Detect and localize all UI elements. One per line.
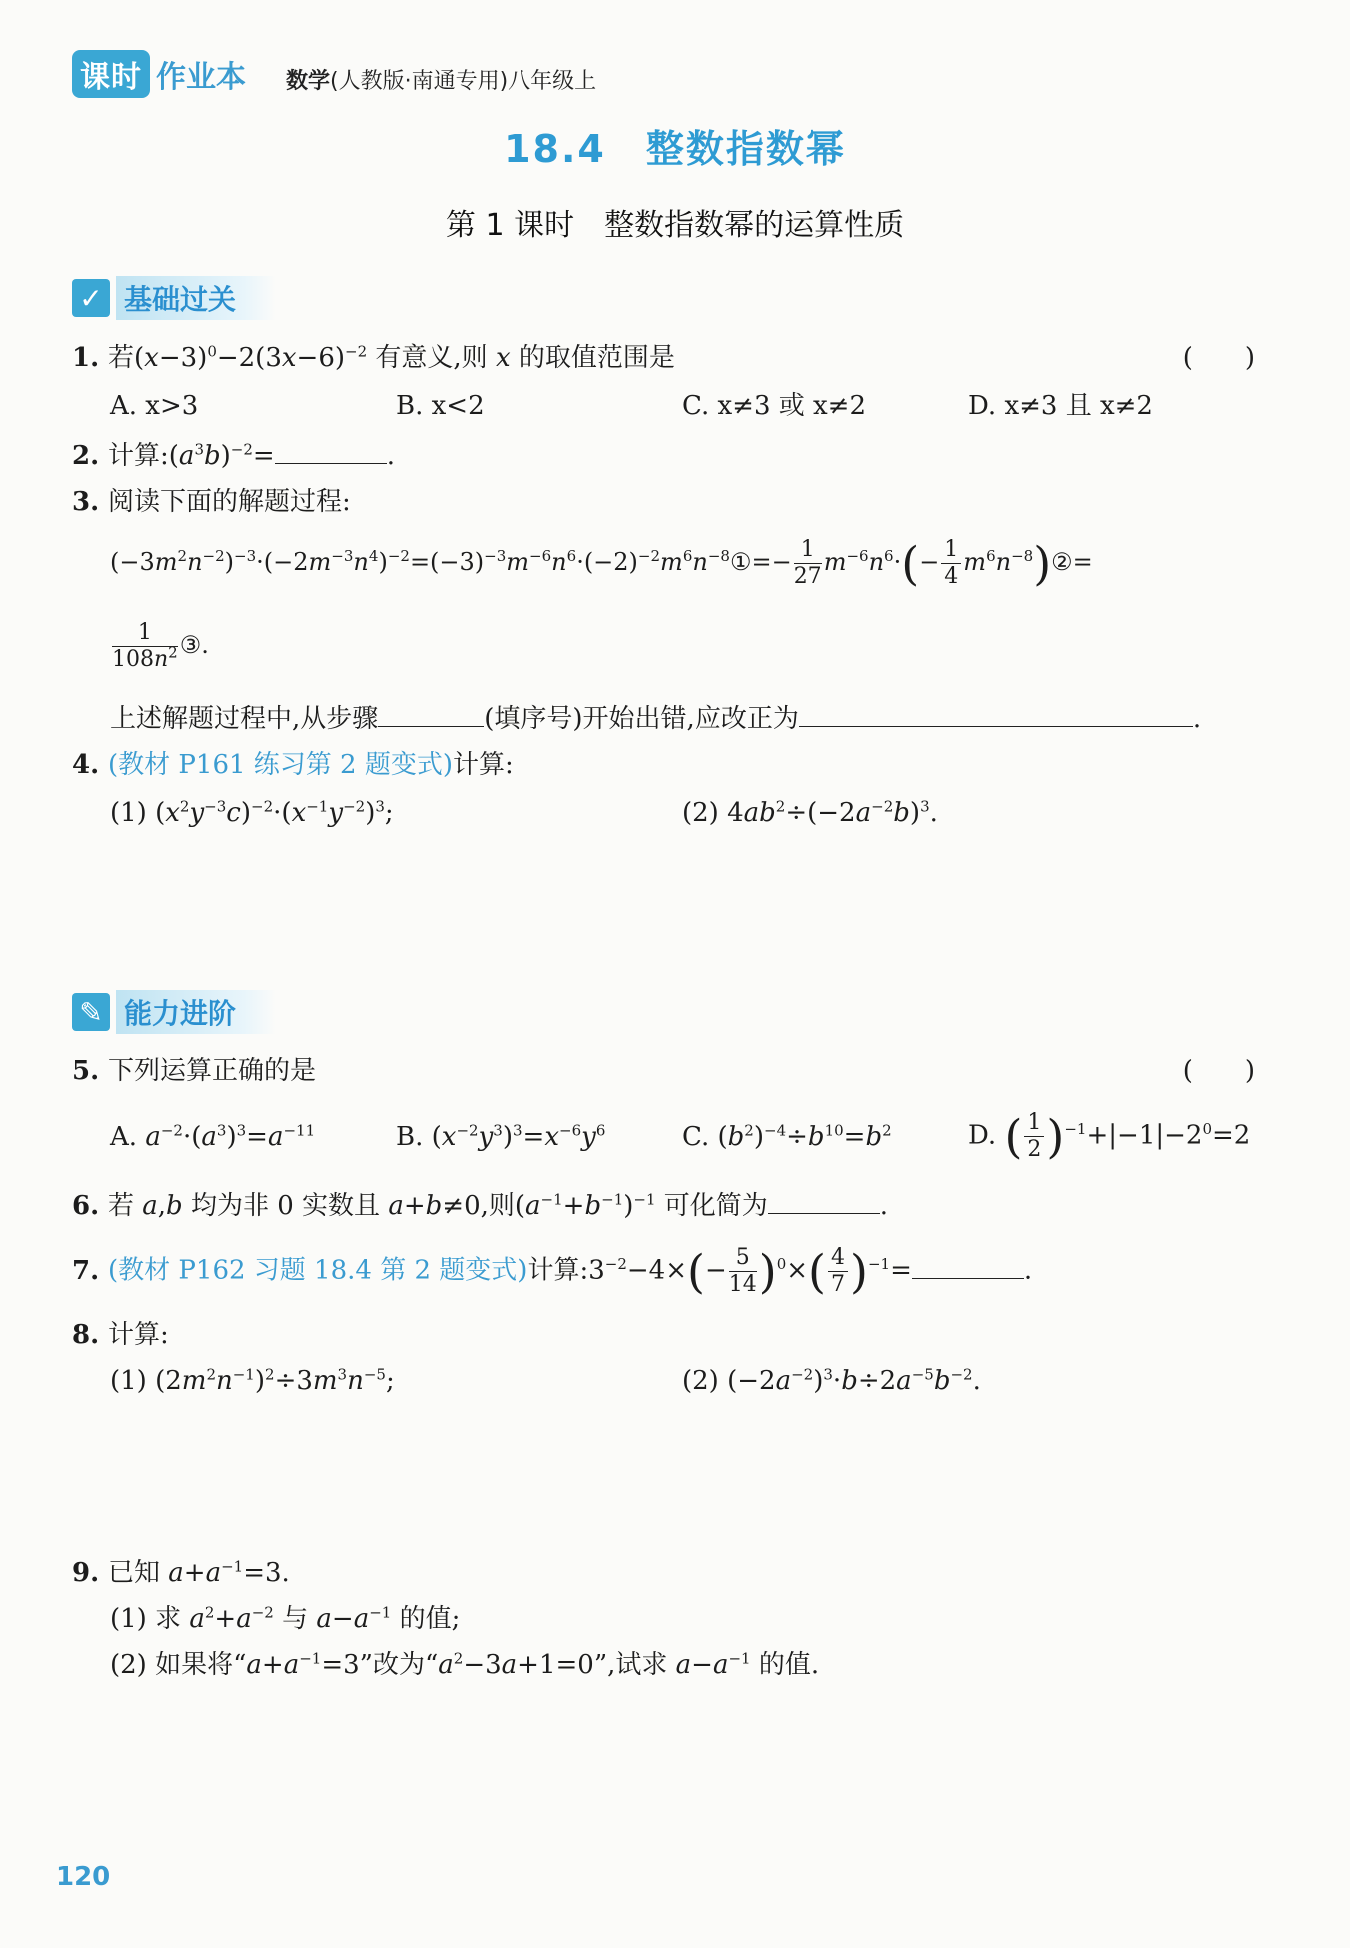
answer-blank[interactable] [275, 437, 387, 464]
textbook-source: (教材 P162 习题 18.4 第 2 题变式) [108, 1255, 528, 1286]
book-info [286, 64, 596, 95]
option-d: D. x≠3 且 x≠2 [968, 391, 1153, 421]
answer-blank[interactable] [768, 1187, 880, 1214]
banner-label: 基础过关 [116, 276, 276, 320]
pencil-icon: ✎ [72, 993, 110, 1031]
question-9: 9. 已知 $a+a^{-1}=3$. [72, 1557, 290, 1588]
solution-result: $\frac{1}{108n^2}$ ③. [112, 620, 209, 672]
banner-advanced [72, 992, 276, 1032]
solution-process: $(-3m^2n^{-2})^{-3}\cdot(-2m^{-3}n^4)^{-2}=(-3)^{-3}m^{-6}n^6\cdot(-2)^{-2}m^6n^{-8}①=-$ $\frac{1}{27}$ $m^{-6}n^6\cdot(-$ $\frac{1}{4}$ $m^6n^{-8})②=$ [110, 536, 1093, 591]
lesson-title: 第 1 课时 整数指数幂的运算性质 [445, 208, 905, 243]
textbook-source: (教材 P161 练习第 2 题变式) [108, 750, 454, 780]
compute-label: 计算: [108, 441, 169, 471]
answer-blank[interactable] [912, 1252, 1024, 1279]
question-number: 2. [72, 441, 100, 471]
question-6: 6. 若 a,b 均为非 0 实数且 a+b≠0,则$(a^{-1}+b^{-1})^{-1}$ 可化简为 . [72, 1187, 888, 1223]
option-b: B. x<2 [396, 391, 485, 421]
question-number: 4. [72, 750, 100, 780]
question-9-part-1: (1) 求 $a^2+a^{-2}$ 与 $a-a^{-1}$ 的值; [110, 1603, 461, 1634]
option-c: C. x≠3 或 x≠2 [682, 391, 867, 421]
page-number: 120 [56, 1862, 111, 1892]
question-4 [72, 748, 514, 782]
book-subject: 数学 [286, 69, 331, 94]
option-a: A. x>3 [110, 391, 199, 421]
question-number: 9. [72, 1558, 100, 1588]
option-c: C. $(b^2)^{-4}\div b^{10}=b^2$ [682, 1121, 892, 1152]
answer-parentheses[interactable]: ( ) [1182, 343, 1255, 373]
question-5 [72, 1054, 316, 1088]
section-title: 18.4 整数指数幂 [504, 127, 846, 171]
question-1: 1. 若$(x-3)^0-2(3x-6)^{-2}$ 有意义,则 x 的取值范围是 [72, 342, 675, 373]
option-d: D. ( $\frac{1}{2}$ )$^{-1}+|-1|-2^0=2$ [968, 1109, 1251, 1164]
series-logo [72, 52, 246, 96]
question-8-part-2: (2) $(-2a^{-2})^3\cdot b\div 2a^{-5}b^{-2}$. [682, 1365, 981, 1396]
option-b: B. $(x^{-2}y^3)^3=x^{-6}y^6$ [396, 1121, 606, 1152]
banner-label: 能力进阶 [116, 990, 276, 1034]
logo-text: 作业本 [156, 60, 246, 95]
q3-intro: 阅读下面的解题过程: [108, 487, 351, 517]
step-blank[interactable] [378, 700, 484, 727]
question-8 [72, 1318, 169, 1352]
compute-label: 计算: [108, 1320, 169, 1350]
banner-basic [72, 278, 276, 318]
question-number: 1. [72, 343, 100, 373]
question-3 [72, 485, 351, 519]
compute-label: 计算: [453, 750, 514, 780]
question-number: 5. [72, 1056, 100, 1086]
q5-text: 下列运算正确的是 [108, 1056, 317, 1086]
question-9-part-2: (2) 如果将“$a+a^{-1}=3$”改为“$a^2-3a+1=0$”,试求 $a-a^{-1}$ 的值. [110, 1649, 820, 1680]
correction-blank[interactable] [799, 700, 1193, 727]
question-number: 8. [72, 1320, 100, 1350]
question-4-part-1: (1) $(x^2y^{-3}c)^{-2}\cdot(x^{-1}y^{-2})^3$; [110, 797, 394, 828]
answer-parentheses[interactable]: ( ) [1182, 1056, 1255, 1086]
logo-box: 课时 [72, 50, 150, 98]
book-edition: (人教版·南通专用)八年级上 [330, 69, 597, 94]
question-number: 7. [72, 1255, 100, 1286]
option-a: A. $a^{-2}\cdot(a^3)^3=a^{-11}$ [110, 1121, 316, 1152]
question-number: 6. [72, 1191, 100, 1221]
q3-fill-mid: (填序号)开始出错,应改正为 [484, 704, 799, 734]
question-number: 3. [72, 487, 100, 517]
question-8-part-1: (1) $(2m^2n^{-1})^2\div 3m^3n^{-5}$; [110, 1365, 395, 1396]
q3-fill: 上述解题过程中,从步骤 (填序号)开始出错,应改正为 . [110, 700, 1201, 736]
question-7: 7. (教材 P162 习题 18.4 第 2 题变式)计算$:3^{-2}-4\times(-$ $\frac{5}{14}$ )$^0$×( $\frac{4}{7}$ )$^{-1}$= . [72, 1244, 1033, 1299]
q3-fill-prefix: 上述解题过程中,从步骤 [110, 704, 379, 734]
checkbox-icon: ✓ [72, 279, 110, 317]
question-4-part-2: (2) $4ab^2\div(-2a^{-2}b)^3$. [682, 797, 938, 828]
question-2: 2. 计算$:(a^3b)^{-2}=$ . [72, 437, 395, 473]
